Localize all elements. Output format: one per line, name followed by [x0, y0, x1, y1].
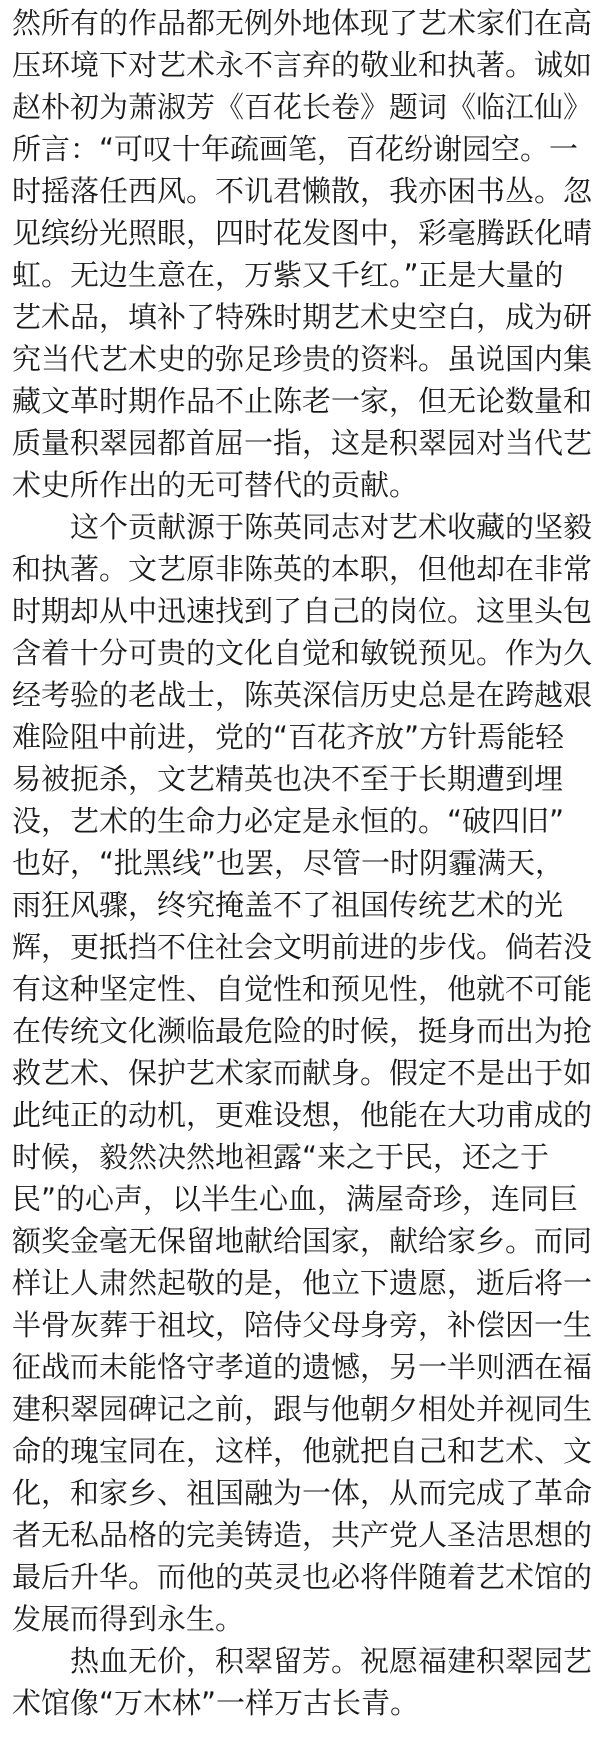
text-line: 质量积翠园都首屈一指，这是积翠园对当代艺 — [12, 426, 593, 460]
text-line: 者无私品格的完美铸造，共产党人圣洁思想的 — [12, 1518, 593, 1552]
text-line: 救艺术、保护艺术家而献身。假定不是出于如 — [12, 1056, 593, 1090]
text-line: 易被扼杀，文艺精英也决不至于长期遭到埋 — [12, 762, 564, 796]
text-line: 热血无价，积翠留芳。祝愿福建积翠园艺 — [70, 1644, 593, 1678]
text-line: 时候，毅然决然地袒露“来之于民，还之于 — [12, 1140, 550, 1174]
text-line: 发展而得到永生。 — [12, 1602, 245, 1636]
text-line: 命的瑰宝同在，这样，他就把自己和艺术、文 — [12, 1434, 593, 1468]
text-line: 最后升华。而他的英灵也必将伴随着艺术馆的 — [12, 1560, 593, 1594]
text-line: 虹。无边生意在，万紫又千红。”正是大量的 — [12, 258, 564, 292]
text-line: 有这种坚定性、自觉性和预见性，他就不可能 — [12, 972, 593, 1006]
text-line: 没，艺术的生命力必定是永恒的。“破四旧” — [12, 804, 565, 838]
text-line: 辉，更抵挡不住社会文明前进的步伐。倘若没 — [12, 930, 593, 964]
text-line: 所言：“可叹十年疏画笔，百花纷谢园空。一 — [12, 132, 579, 166]
text-line: 半骨灰葬于祖坟，陪侍父母身旁，补偿因一生 — [12, 1308, 593, 1342]
text-line: 经考验的老战士，陈英深信历史总是在跨越艰 — [12, 678, 593, 712]
text-line: 压环境下对艺术永不言弃的敬业和执著。诚如 — [12, 48, 593, 82]
text-line: 在传统文化濒临最危险的时候，挺身而出为抢 — [12, 1014, 593, 1048]
text-line: 难险阻中前进，党的“百花齐放”方针焉能轻 — [12, 720, 565, 754]
text-line: 额奖金毫无保留地献给国家，献给家乡。而同 — [12, 1224, 593, 1258]
text-line: 时期却从中迅速找到了自己的岗位。这里头包 — [12, 594, 593, 628]
text-line: 这个贡献源于陈英同志对艺术收藏的坚毅 — [70, 510, 593, 544]
text-line: 和执著。文艺原非陈英的本职，但他却在非常 — [12, 552, 593, 586]
text-line: 究当代艺术史的弥足珍贵的资料。虽说国内集 — [12, 342, 593, 376]
text-line: 也好，“批黑线”也罢，尽管一时阴霾满天， — [12, 846, 565, 880]
text-line: 艺术品，填补了特殊时期艺术史空白，成为研 — [12, 300, 593, 334]
text-line: 此纯正的动机，更难设想，他能在大功甫成的 — [12, 1098, 593, 1132]
text-line: 术史所作出的无可替代的贡献。 — [12, 468, 419, 502]
text-line: 赵朴初为萧淑芳《百花长卷》题词《临江仙》 — [12, 90, 593, 124]
text-line: 样让人肃然起敬的是，他立下遗愿，逝后将一 — [12, 1266, 593, 1300]
text-line: 术馆像“万木林”一样万古长青。 — [12, 1686, 420, 1720]
text-line: 民”的心声，以半生心血，满屋奇珍，连同巨 — [12, 1182, 579, 1216]
text-line: 建积翠园碑记之前，跟与他朝夕相处并视同生 — [12, 1392, 593, 1426]
text-line: 然所有的作品都无例外地体现了艺术家们在高 — [12, 6, 593, 40]
text-line: 见缤纷光照眼，四时花发图中，彩毫腾跃化晴 — [12, 216, 593, 250]
text-line: 时摇落任西风。不讥君懒散，我亦困书丛。忽 — [12, 174, 593, 208]
text-line: 雨狂风骤，终究掩盖不了祖国传统艺术的光 — [12, 888, 564, 922]
text-line: 藏文革时期作品不止陈老一家，但无论数量和 — [12, 384, 593, 418]
text-line: 含着十分可贵的文化自觉和敏锐预见。作为久 — [12, 636, 593, 670]
text-line: 化，和家乡、祖国融为一体，从而完成了革命 — [12, 1476, 593, 1510]
text-line: 征战而未能恪守孝道的遗憾，另一半则洒在福 — [12, 1350, 593, 1384]
